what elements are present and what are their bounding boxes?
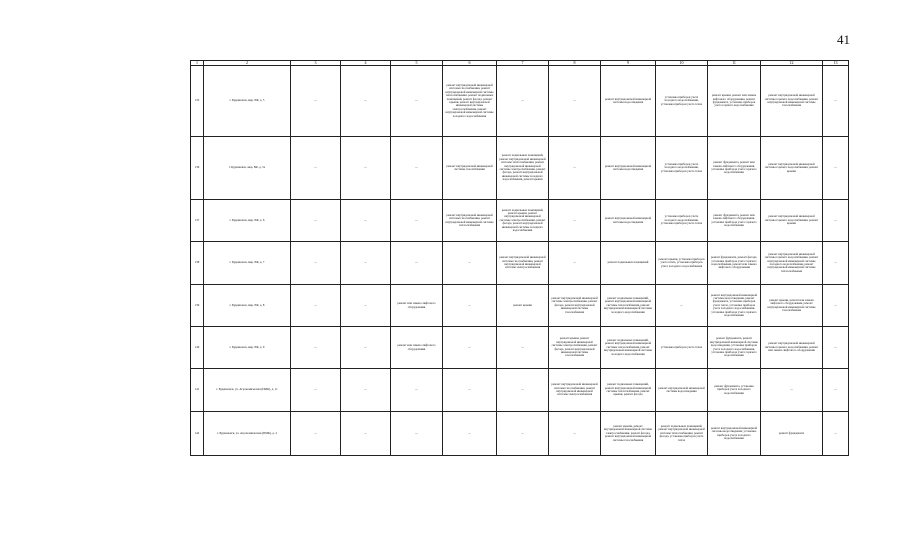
table-cell: — [823,242,849,285]
table-cell: — [823,369,849,412]
table-cell: — [341,200,391,242]
table-cell: — [291,285,341,327]
table-cell: — [443,242,497,285]
table-cell: ремонт крыши, ремонт внутридомовой инженерной системы электроснабжения, ремонт фасада, ремонт внутридомовой инженерной системы газоснабжения [549,327,601,369]
column-number: 3 [291,61,341,66]
table-cell: — [391,242,443,285]
address-cell: г. Буденновск, мкр. 8Ф, д. 5а [204,137,291,200]
table-row [191,200,849,242]
table-cell: — [549,137,601,200]
table-cell: ремонт внутридомовой инженерной системы горячего водоснабжения, ремонт внутридомовой инженерной системы газоснабжения [761,66,823,137]
table-cell: — [341,412,391,456]
column-number: 1 [191,61,204,66]
table-cell: — [391,412,443,456]
table-cell: — [823,137,849,200]
table-cell: ремонт подвальных помещений, ремонт внутридомовой инженерной системы теплоснабжения, ремонт внутридомовой инженерной системы электроснабжения, ремонт фасада, ремонт внутридомовой инженерной системы холодного водоснабжения, ремонт крыши [497,137,549,200]
column-number: 5 [391,61,443,66]
table-cell: — [497,327,549,369]
column-number: 12 [761,61,823,66]
row-index-cell: 136 [191,137,204,200]
address-cell: г. Буденновск, ул. Агрономическая (ПМК), д. 2 [204,412,291,456]
table-cell: ремонт фундамента, ремонт или замена лифтового оборудования, установка приборов учета горячего водоснабжения [708,137,761,200]
table-cell: — [497,66,549,137]
table-cell: — [497,412,549,456]
table-cell: ремонт внутридомовой инженерной системы горячего водоснабжения, ремонт крыши [761,200,823,242]
table-row [191,285,849,327]
row-index-cell: 135 [191,66,204,137]
table-cell: — [443,369,497,412]
row-index-cell: 139 [191,285,204,327]
table-cell: ремонт внутридомовой инженерной системы газоснабжения, ремонт внутридомовой инженерной системы теплоснабжения [443,200,497,242]
row-index-cell: 142 [191,412,204,456]
address-cell: г. Буденновск, мкр. 8Ф, д. 5 [204,66,291,137]
table-cell: — [291,327,341,369]
table-cell: — [823,66,849,137]
table-cell: установка приборов учета холодного водоснабжения, установка приборов учета тепла [656,137,708,200]
table-cell: ремонт внутридомовой инженерной системы газоснабжения, ремонт внутридомовой инженерной системы электроснабжения [549,369,601,412]
table-cell: установка приборов учета холодного водоснабжения, установка приборов учета тепла [656,66,708,137]
table-cell: ремонт крыши, установка приборов учета тепла, установка приборов учета холодного водоснабжения [656,242,708,285]
address-cell: г. Буденновск, мкр. 8Ф, д. 7 [204,242,291,285]
table-cell: — [391,369,443,412]
table-cell: — [291,137,341,200]
table-cell: — [291,200,341,242]
table-cell: — [341,369,391,412]
table-cell: — [497,369,549,412]
address-cell: г. Буденновск, мкр. 8Ф, д. 8 [204,285,291,327]
table-cell: ремонт внутридомовой инженерной системы электроснабжения, ремонт фасада, ремонт внутридомовой инженерной системы газоснабжения [549,285,601,327]
row-index-cell: 140 [191,327,204,369]
table-cell: ремонт фундамента, установка приборов учета холодного водоснабжения [708,369,761,412]
address-cell: г. Буденновск, ул. Агрономическая (ПМК), д. 11 [204,369,291,412]
table-row [191,369,849,412]
column-number: 7 [497,61,549,66]
table-cell: ремонт подвальных помещений, ремонт внутридомовой инженерной системы теплоснабжения, ремонт фасада, установка приборов учета тепла [656,412,708,456]
table-row [191,137,849,200]
table-cell: ремонт внутридомовой инженерной системы водоотведения, ремонт фундамента, установка приборов учета тепла, установка приборов учета холодного водоснабжения, установка приборов учета горячего водоснабжения [708,285,761,327]
table-cell: — [391,137,443,200]
table-row [191,242,849,285]
address-cell: г. Буденновск, мкр. 8Ф, д. 6 [204,200,291,242]
table-cell: — [549,242,601,285]
table-cell: ремонт или замена лифтового оборудования [391,285,443,327]
table-cell: — [823,327,849,369]
table-cell: ремонт крыши, ремонт или замена лифтового оборудования, ремонт фундамента, установка приборов учета горячего водоснабжения [708,66,761,137]
row-index-cell: 137 [191,200,204,242]
table-cell: ремонт внутридомовой инженерной системы газоснабжения, ремонт внутридомовой инженерной системы электроснабжения [497,242,549,285]
table-cell: ремонт подвальных помещений, ремонт внутридомовой инженерной системы теплоснабжения, ремонт крыши, ремонт фасада [601,369,656,412]
table-cell: ремонт крыши [497,285,549,327]
table-cell: ремонт внутридомовой инженерной системы водоотведения [601,137,656,200]
column-number: 10 [656,61,708,66]
table-cell: ремонт внутридомовой инженерной системы водоотведения [601,200,656,242]
table-cell: — [823,200,849,242]
row-index-cell: 138 [191,242,204,285]
table-cell: — [823,285,849,327]
table-cell: ремонт внутридомовой инженерной системы газоснабжения [443,137,497,200]
table-cell: — [291,66,341,137]
column-number: 11 [708,61,761,66]
table-cell: — [549,66,601,137]
table-cell: ремонт внутридомовой инженерной системы горячего водоснабжения, ремонт или замена лифтового оборудования [761,327,823,369]
table-cell: ремонт крыши, ремонт или замена лифтового оборудования, ремонт внутридомовой инженерной системы газоснабжения [761,285,823,327]
table-cell: ремонт внутридомовой инженерной системы горячего водоснабжения, ремонт внутридомовой инженерной системы холодного водоснабжения, ремонт внутридомовой инженерной системы теплоснабжения [761,242,823,285]
table-row [191,66,849,137]
table-cell: — [341,66,391,137]
table-cell: ремонт подвальных помещений, ремонт внутридомовой инженерной системы теплоснабжения, ремонт внутридомовой инженерной системы холодного водоснабжения [601,285,656,327]
table-body [191,66,849,456]
table-cell: — [443,412,497,456]
table-cell: — [549,412,601,456]
column-number: 8 [549,61,601,66]
table-cell: — [291,369,341,412]
table-cell: — [391,66,443,137]
table-cell: установка приборов учета тепла [656,327,708,369]
column-number: 4 [341,61,391,66]
table-cell: — [656,285,708,327]
table-cell: установка приборов учета холодного водоснабжения, установка приборов учета тепла [656,200,708,242]
table-cell: — [443,327,497,369]
table-cell: ремонт внутридомовой инженерной системы водоотведения, установка приборов учета холодного водоснабжения [708,412,761,456]
table-cell: — [341,137,391,200]
table-cell: — [341,327,391,369]
table-cell: ремонт внутридомовой инженерной системы горячего водоснабжения, ремонт крыши [761,137,823,200]
table-row [191,412,849,456]
column-number: 6 [443,61,497,66]
table-cell: ремонт фундамента, ремонт внутридомовой инженерной системы водоотведения, установка приборов учета холодного водоснабжения, установка приборов учета горячего водоснабжения [708,327,761,369]
table-cell: — [549,200,601,242]
table-cell: — [391,200,443,242]
table-cell: ремонт внутридомовой инженерной системы водоотведения [656,369,708,412]
row-index-cell: 141 [191,369,204,412]
table-cell: ремонт внутридомовой инженерной системы газоснабжения, ремонт внутридомовой инженерной системы теплоснабжения, ремонт подвальных помещений, ремонт фасада, ремонт крыши, ремонт внутридомовой инженерной системы электроснабжения, ремонт внутридомовой инженерной системы холодного водоснабжения [443,66,497,137]
table-cell: ремонт подвальных помещений, ремонт внутридомовой инженерной системы теплоснабжения, ремонт внутридомовой инженерной системы холодного водоснабжения [601,327,656,369]
column-number: 13 [823,61,849,66]
repair-schedule-table [190,60,849,456]
page-number: 41 [837,32,850,47]
table-cell: — [341,242,391,285]
table-cell: ремонт фундамента, ремонт фасада, установка приборов учета горячего водоснабжения, ремонт или замена лифтового оборудования [708,242,761,285]
table-cell: — [443,285,497,327]
address-cell: г. Буденновск, мкр. 8Ф, д. 9 [204,327,291,369]
table-cell: — [823,412,849,456]
table-cell: — [761,369,823,412]
table-cell: ремонт подвальных помещений, ремонт крыши, ремонт внутридомовой инженерной системы электроснабжения, ремонт фасада, ремонт внутридомовой инженерной системы холодного водоснабжения [497,200,549,242]
table-cell: ремонт подвальных помещений [601,242,656,285]
table-cell: — [341,285,391,327]
table-cell: ремонт фундамента, ремонт или замена лифтового оборудования, установка приборов учета горячего водоснабжения [708,200,761,242]
table-cell: — [291,242,341,285]
column-number: 9 [601,61,656,66]
table-cell: ремонт или замена лифтового оборудования [391,327,443,369]
column-number: 2 [204,61,291,66]
table-cell: ремонт внутридомовой инженерной системы водоотведения [601,66,656,137]
table-cell: ремонт крыши, ремонт внутридомовой инженерной системы электроснабжения, ремонт фасада, ремонт внутридомовой инженерной системы газоснабжения [601,412,656,456]
table-row [191,327,849,369]
table-cell: ремонт фундамента [761,412,823,456]
table-cell: — [291,412,341,456]
